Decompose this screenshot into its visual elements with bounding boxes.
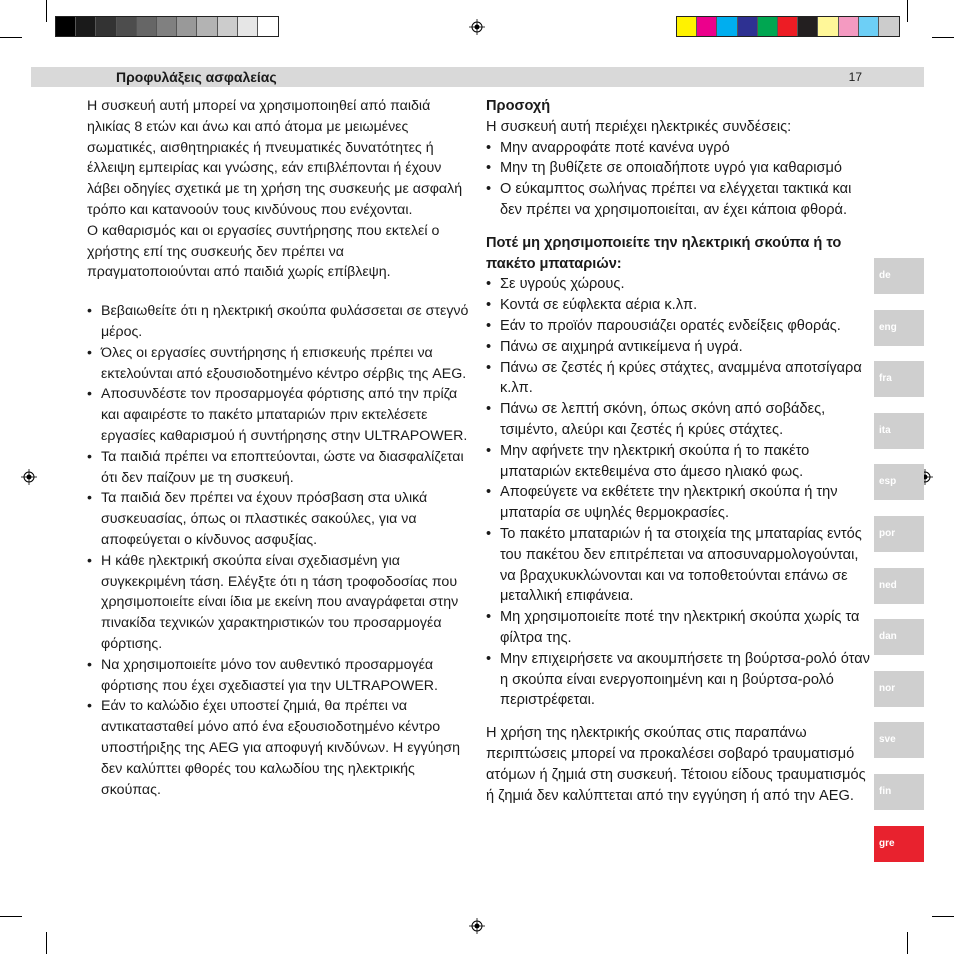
intro-paragraph: Η συσκευή αυτή μπορεί να χρησιμοποιηθεί από παιδιά ηλικίας 8 ετών και άνω και από άτομα με μειωμένες σωματικές, αισθητηριακές ή πνευματικές δυνατότητες ή έλλειψη εμπειρίας και γνώσης, εάν επιβλέπονται ή έχουν λάβει οδηγίες σχετικά με τη χρήση της συσκευής με ασφαλή τρόπο και κατανοούν τους κινδύνους που ενέχονται. [87, 98, 463, 218]
list-item: • Εάν το προϊόν παρουσιάζει ορατές ενδείξεις φθοράς. [486, 316, 874, 337]
color-swatch [218, 17, 238, 36]
tab-sve[interactable]: sve [874, 722, 924, 758]
never-use-bullet-list [486, 274, 874, 711]
color-swatch [197, 17, 217, 36]
crop-mark [907, 0, 908, 22]
list-item: • Πάνω σε ζεστές ή κρύες στάχτες, αναμμένα αποτσίγαρα κ.λπ. [486, 358, 874, 400]
list-item: • Κοντά σε εύφλεκτα αέρια κ.λπ. [486, 295, 874, 316]
color-swatch [879, 17, 899, 36]
list-item: • Μην αναρροφάτε ποτέ κανένα υγρό [486, 138, 874, 159]
list-item: • Πάνω σε αιχμηρά αντικείμενα ή υγρά. [486, 337, 874, 358]
tab-nor[interactable]: nor [874, 671, 924, 707]
color-swatch [697, 17, 717, 36]
registration-mark-icon [469, 918, 485, 934]
right-column [486, 96, 874, 806]
list-item: • Αποφεύγετε να εκθέτετε την ηλεκτρική σκούπα ή την μπαταρία σε υψηλές θερμοκρασίες. [486, 482, 874, 524]
safety-bullet-list [87, 301, 469, 800]
caution-heading: Προσοχή [486, 98, 551, 114]
list-item: • Η κάθε ηλεκτρική σκούπα είναι σχεδιασμένη για συγκεκριμένη τάση. Ελέγξτε ότι η τάση τροφοδοσίας που χρησιμοποιείτε είναι ίδια με εκείνη που αναγράφεται στην πινακίδα τεχνικών χαρακτηριστικών του προσαρμογέα φόρτισης. [87, 551, 469, 655]
intro-paragraph: Ο καθαρισμός και οι εργασίες συντήρησης που εκτελεί ο χρήστης επί της συσκευής δεν πρέπει να πραγματοποιούνται από παιδιά χωρίς επίβλεψη. [87, 222, 440, 281]
color-swatch [137, 17, 157, 36]
color-swatch [117, 17, 137, 36]
color-swatch [798, 17, 818, 36]
crop-mark [0, 916, 22, 917]
left-column [87, 96, 469, 800]
caution-intro: Η συσκευή αυτή περιέχει ηλεκτρικές συνδέσεις: [486, 118, 792, 135]
list-item: • Βεβαιωθείτε ότι η ηλεκτρική σκούπα φυλάσσεται σε στεγνό μέρος. [87, 301, 469, 343]
color-swatch [96, 17, 116, 36]
color-swatch [818, 17, 838, 36]
color-swatch [839, 17, 859, 36]
crop-mark [932, 37, 954, 38]
color-swatch [76, 17, 96, 36]
section-header-bar [31, 67, 924, 87]
language-tabs [874, 258, 924, 877]
crop-mark [907, 932, 908, 954]
never-use-heading: Ποτέ μη χρησιμοποιείτε την ηλεκτρική σκούπα ή το πακέτο μπαταριών: [486, 234, 842, 272]
grayscale-color-bar [55, 16, 279, 37]
list-item: • Ο εύκαμπτος σωλήνας πρέπει να ελέγχεται τακτικά και δεν πρέπει να χρησιμοποιείται, αν έχει κάποια φθορά. [486, 179, 874, 221]
list-item: • Τα παιδιά δεν πρέπει να έχουν πρόσβαση στα υλικά συσκευασίας, όπως οι πλαστικές σακούλες, για να αποφεύγεται ο κίνδυνος ασφυξίας. [87, 488, 469, 550]
list-item: • Να χρησιμοποιείτε μόνο τον αυθεντικό προσαρμογέα φόρτισης που έχει σχεδιαστεί για την ULTRAPOWER. [87, 655, 469, 697]
crop-mark [46, 932, 47, 954]
list-item: • Σε υγρούς χώρους. [486, 274, 874, 295]
color-swatch [717, 17, 737, 36]
tab-dan[interactable]: dan [874, 619, 924, 655]
crop-mark [0, 37, 22, 38]
color-swatch [859, 17, 879, 36]
list-item: • Μη χρησιμοποιείτε ποτέ την ηλεκτρική σκούπα χωρίς τα φίλτρα της. [486, 607, 874, 649]
tab-por[interactable]: por [874, 516, 924, 552]
color-swatch [56, 17, 76, 36]
list-item: • Τα παιδιά πρέπει να εποπτεύονται, ώστε να διασφαλίζεται ότι δεν παίζουν με τη συσκευή. [87, 447, 469, 489]
tab-ned[interactable]: ned [874, 568, 924, 604]
tab-gre[interactable]: gre [874, 826, 924, 862]
section-title: Προφυλάξεις ασφαλείας [116, 69, 277, 85]
color-swatch [738, 17, 758, 36]
crop-mark [932, 916, 954, 917]
crop-mark [46, 0, 47, 22]
tab-esp[interactable]: esp [874, 464, 924, 500]
list-item: • Το πακέτο μπαταριών ή τα στοιχεία της μπαταρίας εντός του πακέτου δεν επιτρέπεται να αποσυναρμολογούνται, να βραχυκυκλώνονται και να τοποθετούνται επάνω σε μεταλλική επιφάνεια. [486, 524, 874, 607]
list-item: • Αποσυνδέστε τον προσαρμογέα φόρτισης από την πρίζα και αφαιρέστε το πακέτο μπαταριών πριν εκτελέσετε εργασίες καθαρισμού ή συντήρησης στην ULTRAPOWER. [87, 384, 469, 446]
process-color-bar [676, 16, 900, 37]
tab-eng[interactable]: eng [874, 310, 924, 346]
tab-de[interactable]: de [874, 258, 924, 294]
list-item: • Μην τη βυθίζετε σε οποιαδήποτε υγρό για καθαρισμό [486, 158, 874, 179]
color-swatch [157, 17, 177, 36]
list-item: • Εάν το καλώδιο έχει υποστεί ζημιά, θα πρέπει να αντικατασταθεί μόνο από ένα εξουσιοδοτημένο κέντρο υποστήριξης της AEG για αποφυγή κινδύνων. Η εγγύηση δεν καλύπτει φθορές του καλωδίου της ηλεκτρικής σκούπας. [87, 696, 469, 800]
caution-bullet-list [486, 138, 874, 221]
list-item: • Μην επιχειρήσετε να ακουμπήσετε τη βούρτσα-ρολό όταν η σκούπα είναι ενεργοποιημένη και η βούρτσα-ρολό περιστρέφεται. [486, 649, 874, 711]
closing-paragraph: Η χρήση της ηλεκτρικής σκούπας στις παραπάνω περιπτώσεις μπορεί να προκαλέσει σοβαρό τραυματισμό ατόμων ή ζημιά στη συσκευή. Τέτοιου είδους τραυματισμός ή ζημιά δεν καλύπτεται από την εγγύηση ή από την AEG. [486, 725, 866, 804]
registration-mark-icon [21, 469, 37, 485]
color-swatch [177, 17, 197, 36]
tab-fra[interactable]: fra [874, 361, 924, 397]
tab-fin[interactable]: fin [874, 774, 924, 810]
color-swatch [677, 17, 697, 36]
tab-ita[interactable]: ita [874, 413, 924, 449]
color-swatch [758, 17, 778, 36]
page-number: 17 [848, 70, 862, 84]
registration-mark-icon [469, 19, 485, 35]
color-swatch [238, 17, 258, 36]
color-swatch [778, 17, 798, 36]
color-swatch [258, 17, 278, 36]
list-item: • Μην αφήνετε την ηλεκτρική σκούπα ή το πακέτο μπαταριών εκτεθειμένα στο άμεσο ηλιακό φως. [486, 441, 874, 483]
list-item: • Πάνω σε λεπτή σκόνη, όπως σκόνη από σοβάδες, τσιμέντο, αλεύρι και ζεστές ή κρύες στάχτες. [486, 399, 874, 441]
list-item: • Όλες οι εργασίες συντήρησης ή επισκευής πρέπει να εκτελούνται από εξουσιοδοτημένο κέντρο σέρβις της AEG. [87, 343, 469, 385]
